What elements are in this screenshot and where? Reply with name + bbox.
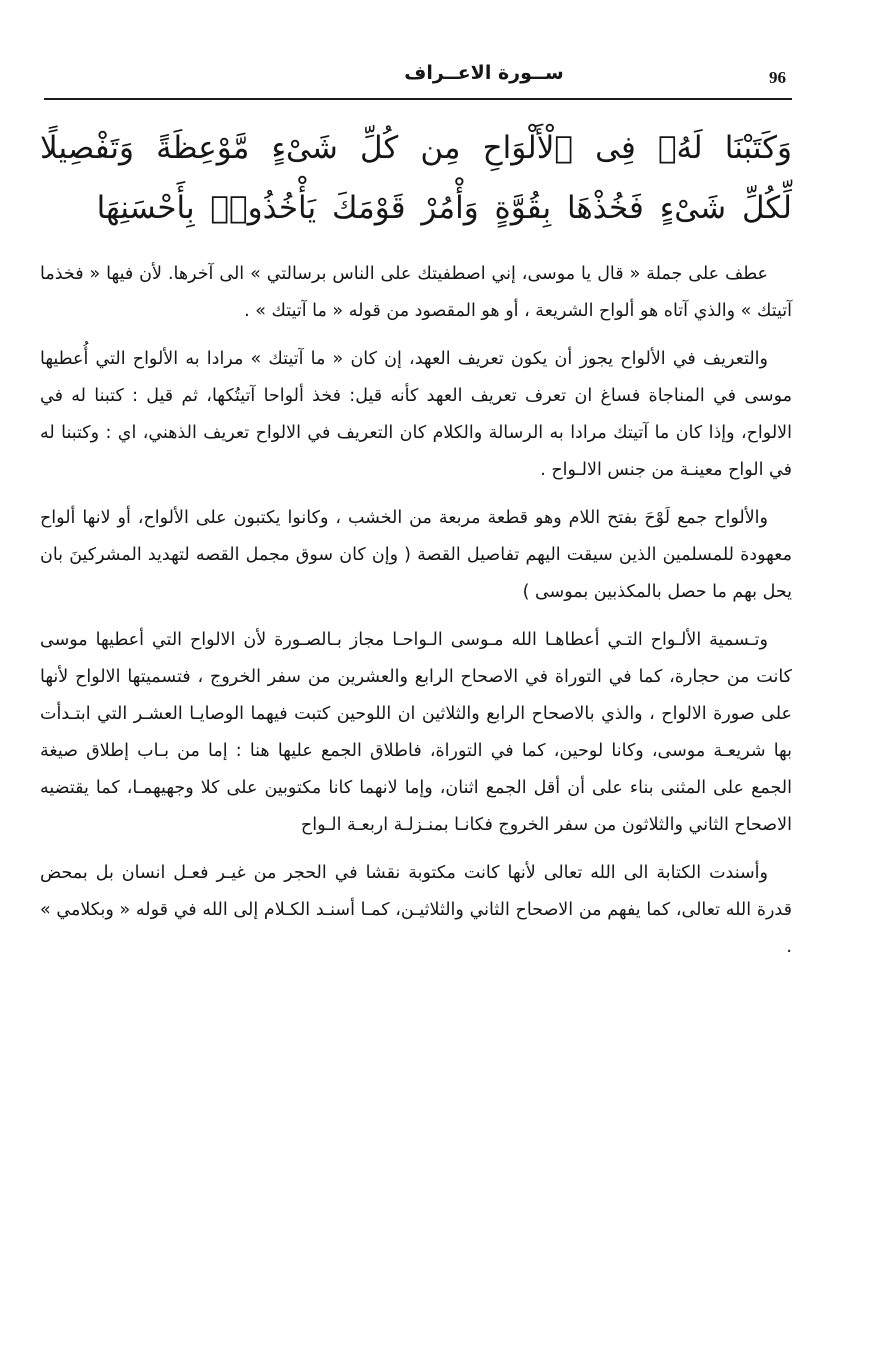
surah-title: ســورة الاعــراف: [404, 62, 564, 84]
quran-verse: وَكَتَبْنَا لَهُۥ فِى ٱلْأَلْوَاحِ مِن كُلِّ شَىْءٍ مَّوْعِظَةً وَتَفْصِيلًا لِّكُلِّ شَىْءٍ فَخُذْهَا بِقُوَّةٍ وَأْمُرْ قَوْمَكَ يَأْخُذُوا۟ بِأَحْسَنِهَا: [40, 130, 792, 226]
paragraph-1: عطف على جملة « قال يا موسى، إني اصطفيتك على الناس برسالتي » الى آخرها. لأن فيها « فخذما آتيتك » والذي آتاه هو ألواح الشريعة ، أو هو المقصود من قوله « ما آتيتك » .: [40, 264, 792, 321]
paragraph-5: وأسندت الكتابة الى الله تعالى لأنها كانت مكتوبة نقشا في الحجر من غيـر فعـل انسان بل بمحض قدرة الله تعالى، كما يفهم من الاصحاح الثاني والثلاثيـن، كمـا أسنـد الكـلام إلى الله في قوله « وبكلامي » .: [40, 863, 792, 957]
commentary-body: [40, 256, 792, 977]
header-divider: [44, 98, 792, 100]
page-header: [44, 58, 792, 98]
page-number: 96: [769, 68, 786, 87]
paragraph-3: والألواح جمع لَوْحَ بفتح اللام وهو قطعة مربعة من الخشب ، وكانوا يكتبون على الألواح، أو لانها ألواح معهودة للمسلمين الذين سيقت اليهم تفاصيل القصة ( وإن كان سوق مجمل القصه لتهديد المشركينَ بان يحل بهم ما حصل بالمكذبين بموسى ): [40, 508, 792, 602]
paragraph-4: وتـسمية الألـواح التـي أعطاهـا الله مـوسى الـواحـا مجاز بـالصـورة لأن الالواح التي أعطيها موسى كانت من حجارة، كما في التوراة في الاصحاح الرابع والعشرين من سفر الخروج ، فتسميتها الالواح لأنها على صورة الالواح ، والذي بالاصحاح الرابع والثلاثين ان اللوحين كتبت فيهما الوصايـا العشـر التي ابتـدأت بها شريعـة موسى، وكانا لوحين، كما في التوراة، فاطلاق الجمع عليها هنا : إما من بـاب إطلاق صيغة الجمع على المثنى بناء على أن أقل الجمع اثنان، وإما لانهما كانا مكتوبين على كلا وجهيهمـا، كما يقتضيه الاصحاح الثاني والثلاثون من سفر الخروج فكانـا بمنـزلـة اربعـة الـواح: [40, 630, 792, 835]
paragraph-2: والتعريف في الألواح يجوز أن يكون تعريف العهد، إن كان « ما آتيتك » مرادا به الألواح التي أُعطيها موسى في المناجاة فساغ ان تعرف تعريف العهد كأنه قيل: فخذ ألواحا آتيتُكها، ثم قيل : كتبنا له في الالواح، وإذا كان ما آتيتك مرادا به الرسالة والكلام كان التعريف في الالواح تعريف الذهني، اي : وكتبنا له في الواح معينـة من جنس الالـواح .: [40, 349, 792, 480]
